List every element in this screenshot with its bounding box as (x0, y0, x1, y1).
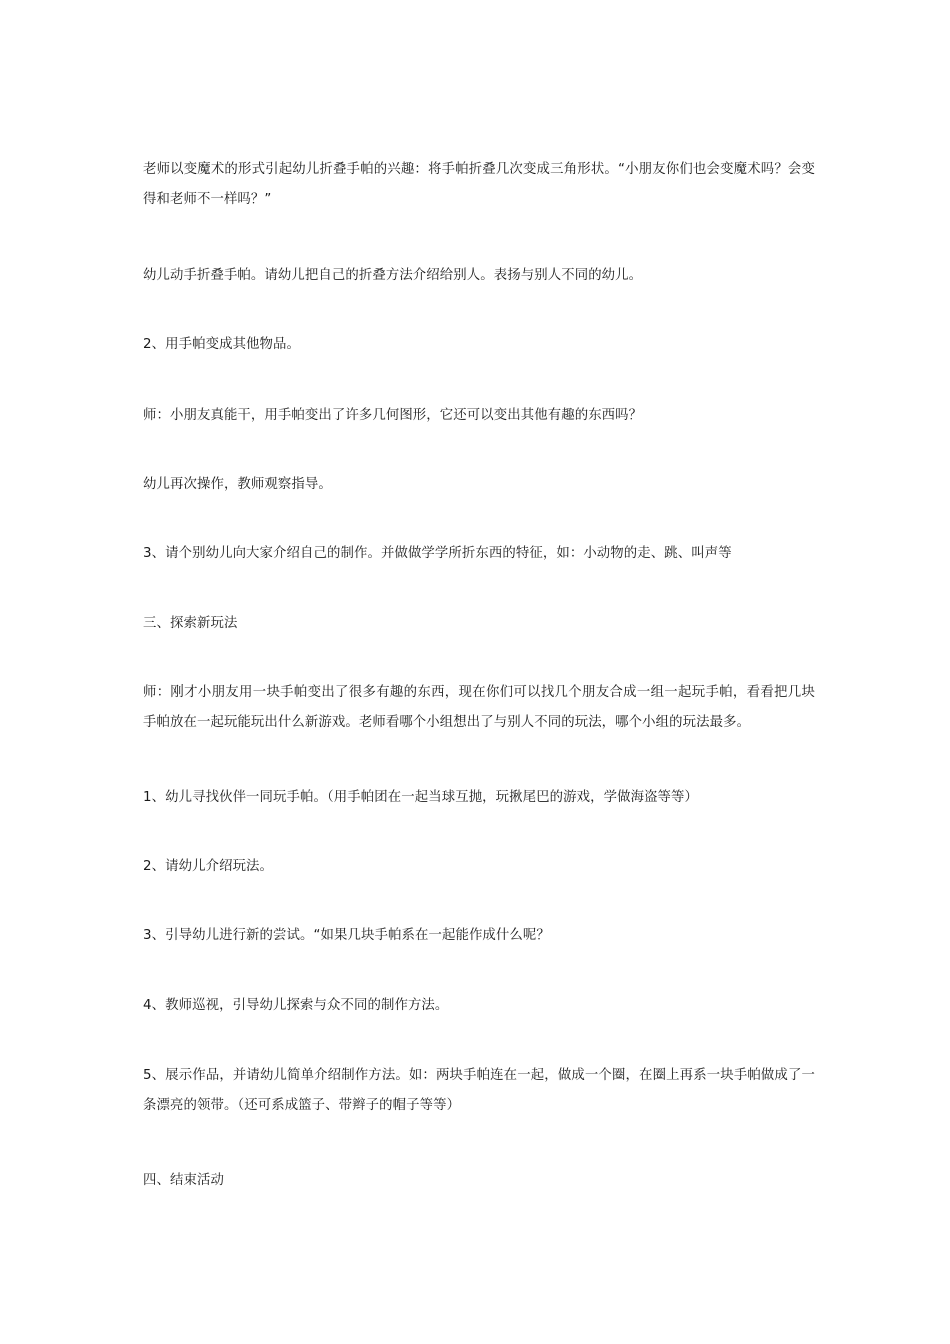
paragraph-teacher-question: 师：小朋友真能干，用手帕变出了许多几何图形，它还可以变出其他有趣的东西吗？ (143, 408, 643, 423)
document-page (143, 0, 815, 1344)
paragraph-step-2-other-items: 2、用手帕变成其他物品。 (143, 337, 301, 352)
section-heading-end-activity: 四、结束活动 (143, 1173, 224, 1188)
paragraph-step-4-teacher-patrol: 4、教师巡视，引导幼儿探索与众不同的制作方法。 (143, 998, 449, 1013)
paragraph-step-5-show-works: 5、展示作品，并请幼儿简单介绍制作方法。如：两块手帕连在一起，做成一个圈，在圈上再系一块手帕做成了一条漂亮的领带。（还可系成篮子、带辫子的帽子等等） (143, 1068, 815, 1113)
paragraph-step-3-introduce: 3、请个别幼儿向大家介绍自己的制作。并做做学学所折东西的特征，如：小动物的走、跳、叫声等 (143, 546, 732, 561)
paragraph-children-fold: 幼儿动手折叠手帕。请幼儿把自己的折叠方法介绍给别人。表扬与别人不同的幼儿。 (143, 268, 643, 283)
paragraph-step-3-new-attempt: 3、引导幼儿进行新的尝试。“如果几块手帕系在一起能作成什么呢？ (143, 928, 550, 943)
section-heading-explore: 三、探索新玩法 (143, 616, 238, 631)
paragraph-magic-intro: 老师以变魔术的形式引起幼儿折叠手帕的兴趣：将手帕折叠几次变成三角形状。“小朋友你们也会变魔术吗？会变得和老师不一样吗？” (143, 162, 815, 207)
paragraph-children-operate: 幼儿再次操作，教师观察指导。 (143, 477, 332, 492)
paragraph-step-2-introduce-play: 2、请幼儿介绍玩法。 (143, 859, 274, 874)
paragraph-step-1-partners: 1、幼儿寻找伙伴一同玩手帕。（用手帕团在一起当球互抛，玩揪尾巴的游戏，学做海盗等等） (143, 790, 699, 805)
paragraph-teacher-group-play: 师：刚才小朋友用一块手帕变出了很多有趣的东西，现在你们可以找几个朋友合成一组一起玩手帕，看看把几块手帕放在一起玩能玩出什么新游戏。老师看哪个小组想出了与别人不同的玩法，哪个小组的玩法最多。 (143, 685, 815, 730)
